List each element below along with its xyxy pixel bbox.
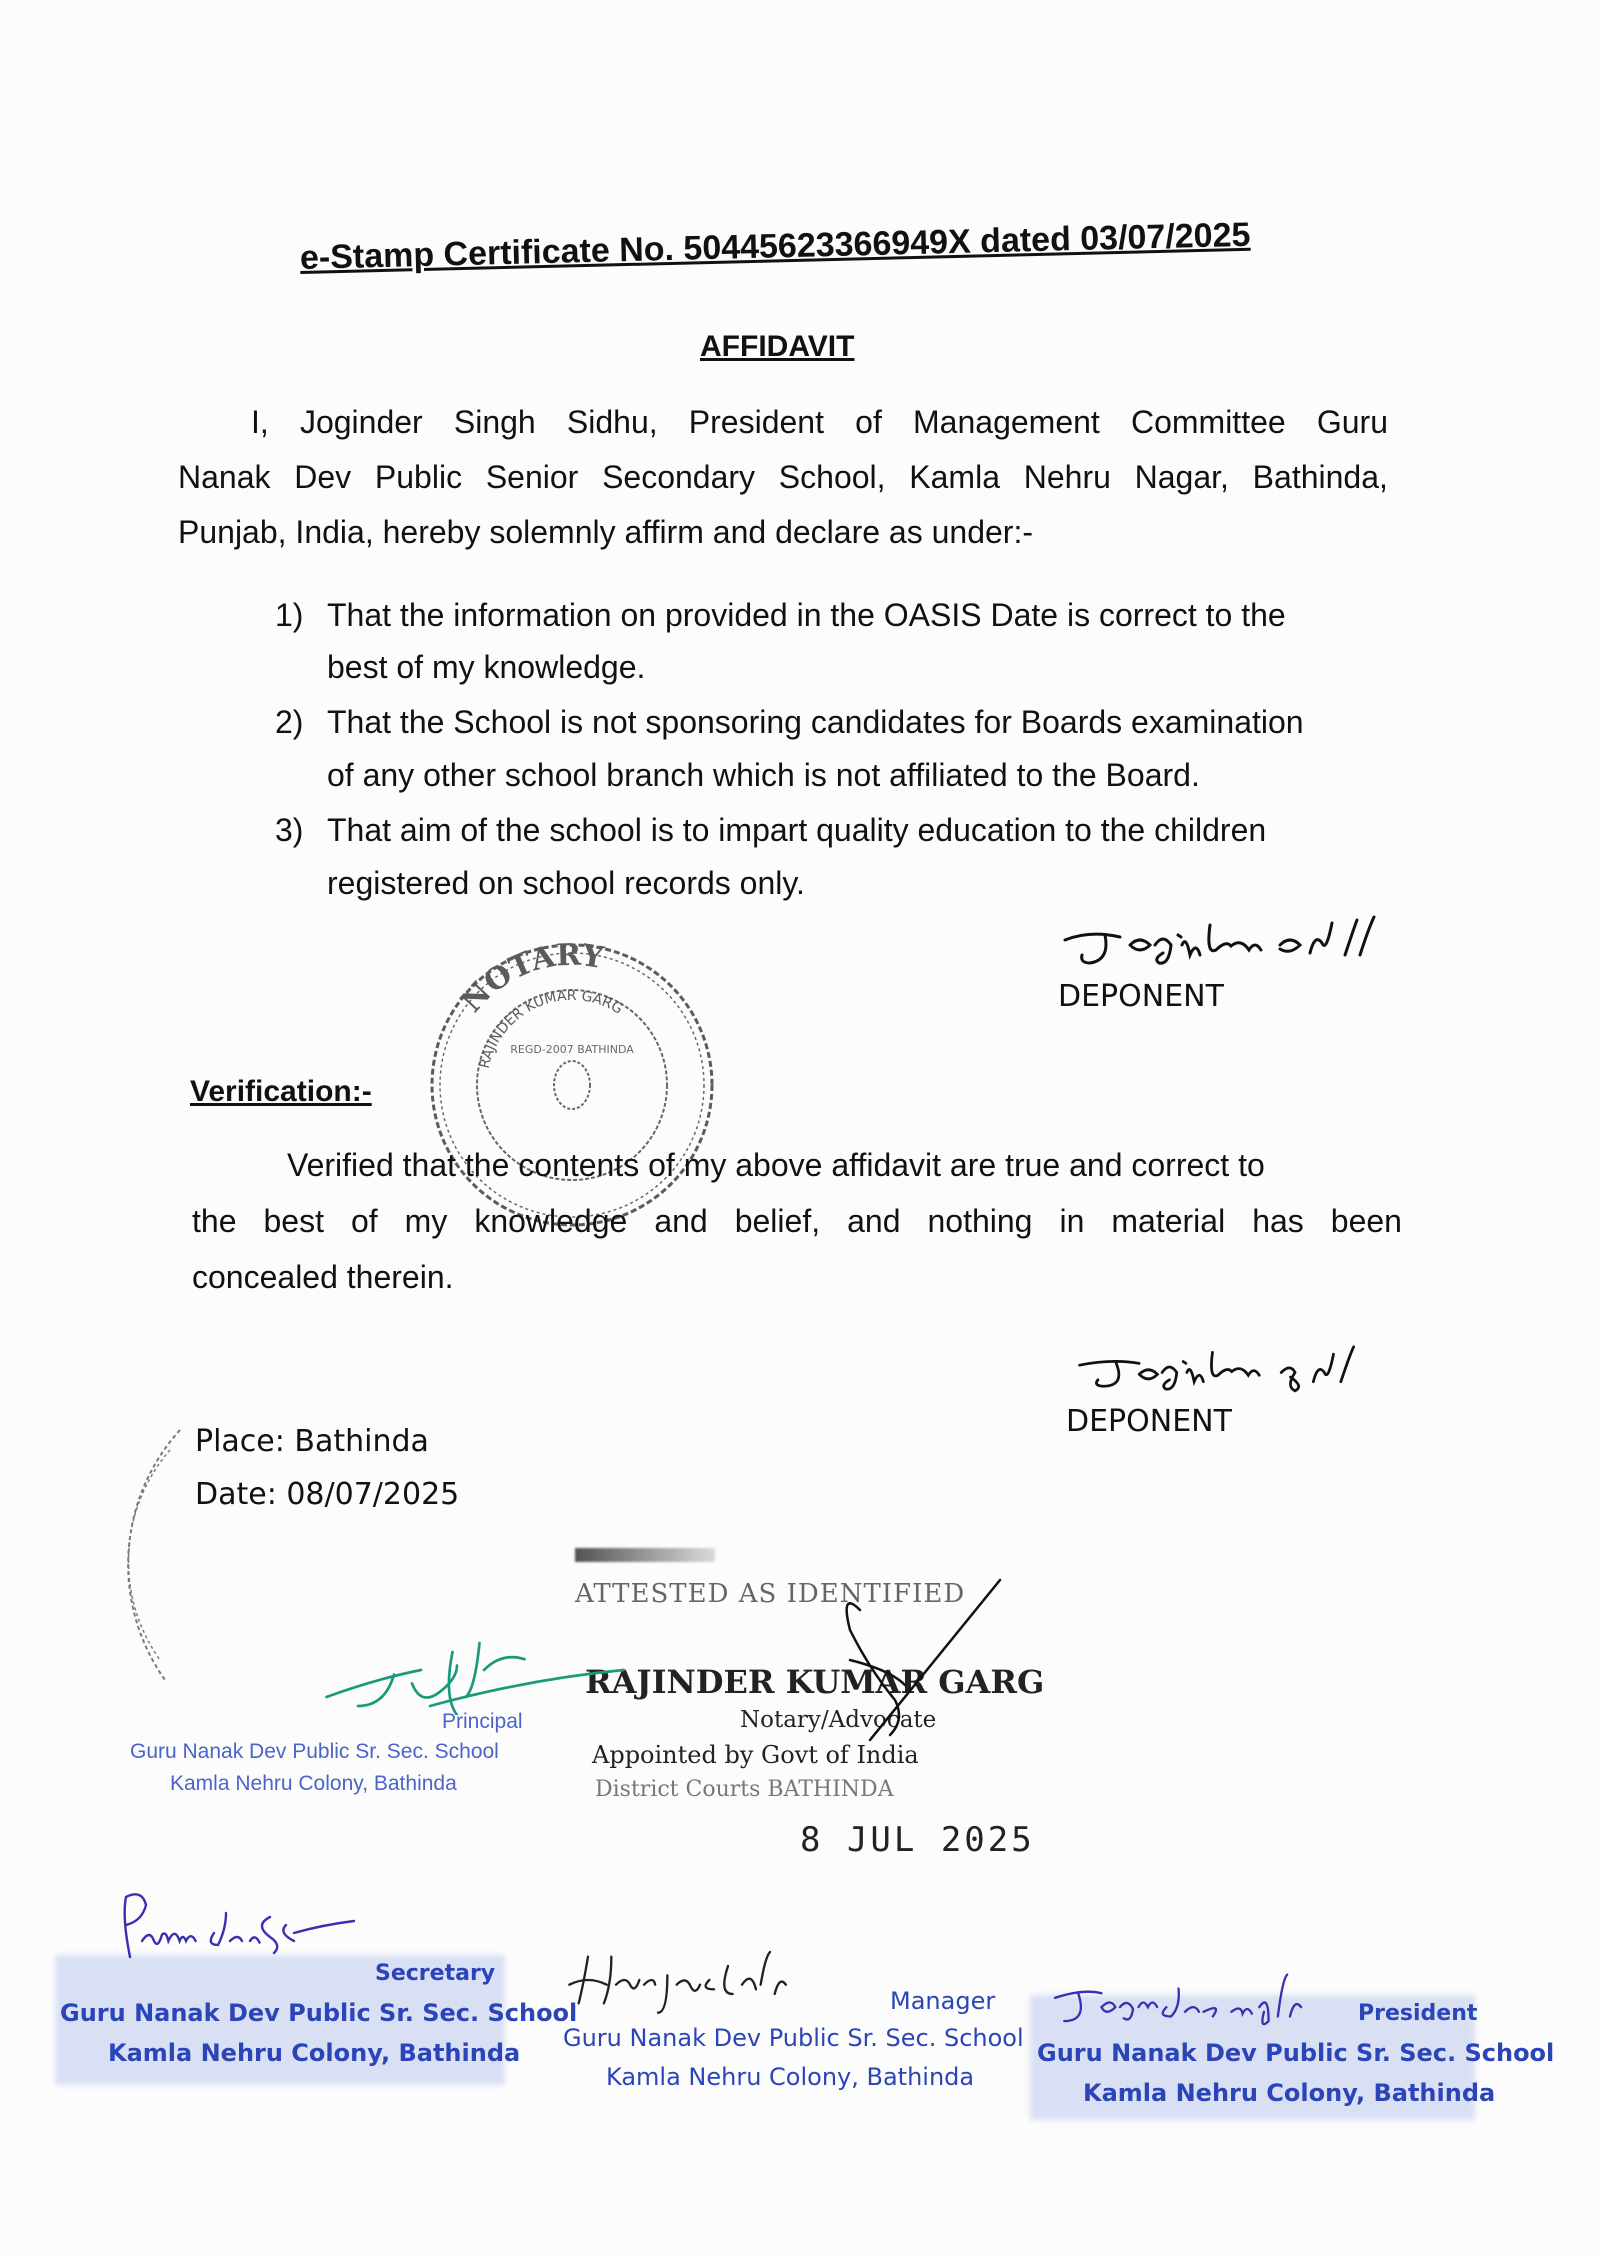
secretary-role: Secretary <box>375 1961 496 1986</box>
word: best <box>263 1203 324 1239</box>
date-received-stamp: 8 JUL 2025 <box>800 1820 1035 1860</box>
svg-text:RAJINDER KUMAR GARG <box>477 988 626 1070</box>
word: Nagar, <box>1134 459 1229 495</box>
president-signature <box>1040 1970 1330 2035</box>
verification-line-3: concealed therein. <box>192 1259 454 1295</box>
principal-signature <box>305 1625 645 1715</box>
principal-school: Guru Nanak Dev Public Sr. Sec. School <box>130 1740 499 1763</box>
intro-line-3: Punjab, India, hereby solemnly affirm and declare as under:- <box>178 514 1033 550</box>
deponent-label: DEPONENT <box>1066 1404 1232 1439</box>
emblem-icon <box>554 1061 590 1109</box>
declaration-text-line: registered on school records only. <box>327 865 805 901</box>
principal-role: Principal <box>442 1710 523 1733</box>
word: been <box>1330 1203 1402 1239</box>
word: of <box>855 404 882 440</box>
deponent-signature-1 <box>1060 915 1420 975</box>
word: Public <box>374 459 463 495</box>
word: in <box>1059 1203 1085 1239</box>
word: has <box>1252 1203 1304 1239</box>
word: material <box>1111 1203 1226 1239</box>
word: Management <box>913 404 1100 440</box>
seal-reg-text: REGD-2007 BATHINDA <box>510 1043 634 1056</box>
word: School, <box>778 459 886 495</box>
word: Singh <box>453 404 536 440</box>
word: and <box>847 1203 901 1239</box>
estamp-certificate-title: e-Stamp Certificate No. 50445623366949X dated 03/07/2025 <box>299 215 1251 277</box>
intro-line-1 <box>251 405 1388 440</box>
deponent-signature-2 <box>1060 1345 1420 1400</box>
president-school: Guru Nanak Dev Public Sr. Sec. School <box>1037 2039 1555 2067</box>
place-field: Place: Bathinda <box>195 1424 429 1459</box>
manager-signature <box>560 1945 840 2015</box>
word: Joginder <box>299 404 423 440</box>
notary-courts: District Courts BATHINDA <box>595 1777 894 1802</box>
deponent-label: DEPONENT <box>1058 979 1224 1014</box>
president-role: President <box>1358 2001 1478 2026</box>
verification-line-2 <box>192 1204 1402 1239</box>
declaration-number: 2) <box>275 704 304 740</box>
word: I, <box>251 404 269 440</box>
seal-outer-text: NOTARY <box>454 937 606 1020</box>
notary-role: Notary/Advocate <box>740 1707 937 1733</box>
declaration-text-line: That the information on provided in the OASIS Date is correct to the <box>327 597 1286 633</box>
word: Sidhu, <box>566 404 658 440</box>
word: Secondary <box>602 459 756 495</box>
attested-stamp-text: ATTESTED AS IDENTIFIED <box>575 1579 966 1609</box>
word: Dev <box>294 459 352 495</box>
declarations-list <box>275 597 1395 901</box>
declaration-text-line: That aim of the school is to impart quality education to the children <box>327 812 1267 848</box>
verification-heading: Verification:- <box>190 1075 372 1108</box>
seal-inner-text: RAJINDER KUMAR GARG <box>476 987 626 1071</box>
word: Guru <box>1316 404 1388 440</box>
notary-signature <box>800 1570 1010 1770</box>
word: Senior <box>485 459 579 495</box>
notary-appointment: Appointed by Govt of India <box>592 1741 919 1769</box>
manager-address: Kamla Nehru Colony, Bathinda <box>606 2063 975 2091</box>
declaration-text-line: of any other school branch which is not affiliated to the Board. <box>327 757 1200 793</box>
secretary-address: Kamla Nehru Colony, Bathinda <box>108 2039 521 2067</box>
affidavit-heading: AFFIDAVIT <box>700 330 855 363</box>
word: Bathinda, <box>1252 459 1388 495</box>
word: knowledge <box>474 1203 628 1239</box>
declaration-number: 1) <box>275 597 304 633</box>
word: my <box>404 1203 448 1239</box>
principal-address: Kamla Nehru Colony, Bathinda <box>170 1772 457 1795</box>
manager-school: Guru Nanak Dev Public Sr. Sec. School <box>563 2024 1024 2052</box>
declaration-text-line: That the School is not sponsoring candidates for Boards examination <box>327 704 1304 740</box>
secretary-school: Guru Nanak Dev Public Sr. Sec. School <box>60 1999 578 2027</box>
word: and <box>654 1203 708 1239</box>
word: nothing <box>927 1203 1033 1239</box>
president-address: Kamla Nehru Colony, Bathinda <box>1083 2079 1496 2107</box>
intro-line-2 <box>178 460 1388 495</box>
manager-role: Manager <box>890 1987 996 2015</box>
word: of <box>350 1203 378 1239</box>
secretary-signature <box>90 1885 370 1965</box>
word: Nehru <box>1023 459 1111 495</box>
notary-name: RAJINDER KUMAR GARG <box>585 1663 1045 1701</box>
verification-paragraph <box>192 1148 1402 1318</box>
intro-paragraph <box>178 405 1388 575</box>
word: the <box>192 1203 237 1239</box>
word: Nanak <box>178 459 271 495</box>
word: Kamla <box>909 459 1000 495</box>
stamp-smudge <box>575 1548 715 1562</box>
declaration-number: 3) <box>275 812 304 848</box>
date-field: Date: 08/07/2025 <box>195 1477 460 1512</box>
verification-line-1: Verified that the contents of my above affidavit are true and correct to <box>287 1147 1265 1183</box>
word: President <box>688 404 824 440</box>
word: Committee <box>1130 404 1286 440</box>
partial-notary-seal <box>125 1420 185 1680</box>
word: belief, <box>734 1203 821 1239</box>
declaration-text-line: best of my knowledge. <box>327 649 646 685</box>
